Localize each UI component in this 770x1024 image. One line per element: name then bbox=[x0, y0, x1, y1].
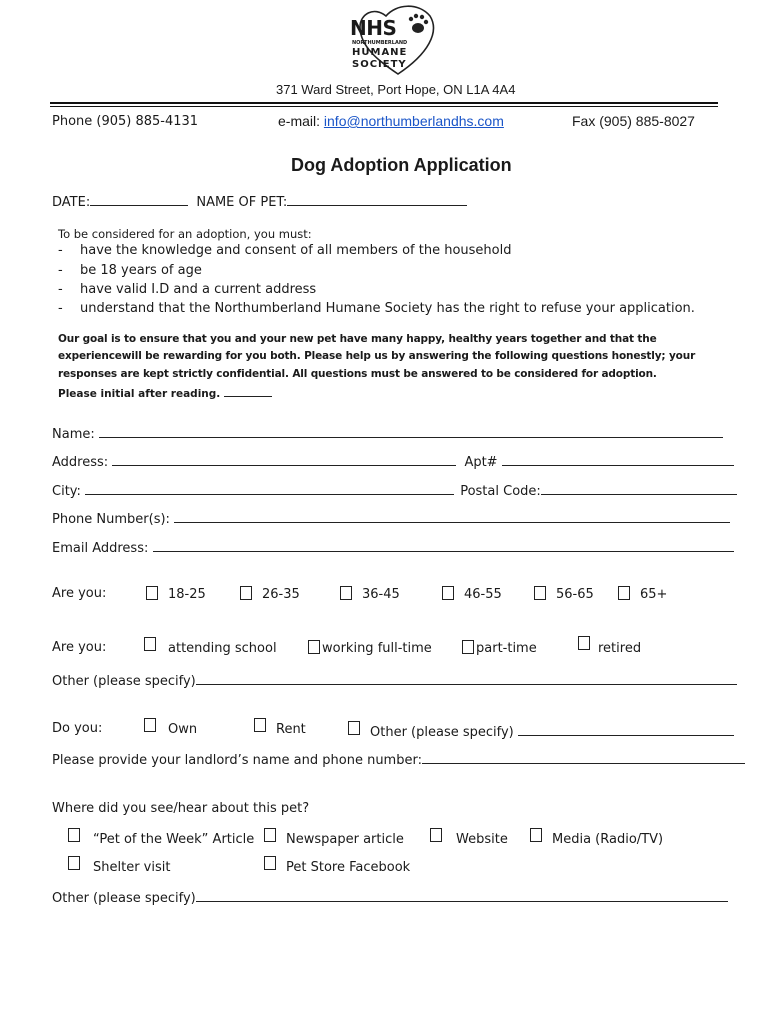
address-row bbox=[52, 451, 734, 470]
age-option-label: 26-35 bbox=[262, 587, 300, 602]
checkbox[interactable] bbox=[144, 718, 156, 732]
landlord-row bbox=[52, 749, 745, 768]
goal-line: responses are kept strictly confidential. All questions must be answered to be considered for adoption. bbox=[58, 368, 657, 380]
postal-code-label: Postal Code: bbox=[460, 484, 541, 499]
status-option-label: part-time bbox=[476, 641, 537, 656]
source-option-label: Pet Store Facebook bbox=[286, 860, 411, 875]
age-option[interactable] bbox=[618, 586, 667, 602]
name-label: Name: bbox=[52, 427, 95, 442]
checkbox[interactable] bbox=[146, 586, 158, 600]
status-other-row bbox=[52, 670, 737, 689]
status-option[interactable] bbox=[308, 640, 432, 656]
apt-field[interactable] bbox=[502, 451, 734, 466]
age-option-label: 56-65 bbox=[556, 587, 594, 602]
age-option[interactable] bbox=[534, 586, 594, 602]
source-option-label: Media (Radio/TV) bbox=[552, 832, 664, 847]
bullet: - bbox=[58, 301, 63, 316]
checkbox[interactable] bbox=[430, 828, 442, 842]
date-pet-row bbox=[52, 191, 467, 210]
status-label: Are you: bbox=[52, 640, 107, 655]
housing-other-field[interactable] bbox=[518, 721, 734, 736]
pet-name-field[interactable] bbox=[287, 191, 467, 206]
checkbox[interactable] bbox=[534, 586, 546, 600]
age-option[interactable] bbox=[340, 586, 400, 602]
checkbox[interactable] bbox=[264, 856, 276, 870]
checkbox[interactable] bbox=[308, 640, 320, 654]
source-other-label: Other (please specify) bbox=[52, 891, 196, 906]
checkbox[interactable] bbox=[340, 586, 352, 600]
source-option-label: Shelter visit bbox=[93, 860, 171, 875]
age-label: Are you: bbox=[52, 586, 107, 601]
requirement-item bbox=[58, 243, 512, 258]
checkbox[interactable] bbox=[530, 828, 542, 842]
age-option-label: 65+ bbox=[640, 587, 668, 602]
checkbox[interactable] bbox=[578, 636, 590, 650]
checkbox[interactable] bbox=[240, 586, 252, 600]
header-rule bbox=[50, 102, 718, 104]
age-option[interactable] bbox=[146, 586, 206, 602]
phone-field[interactable] bbox=[174, 508, 730, 523]
housing-option-label: Other (please specify) bbox=[370, 725, 514, 740]
age-option[interactable] bbox=[442, 586, 502, 602]
source-option-label: Website bbox=[456, 832, 508, 847]
source-option[interactable] bbox=[264, 828, 404, 847]
city-label: City: bbox=[52, 484, 81, 499]
email-link[interactable]: info@northumberlandhs.com bbox=[323, 113, 504, 129]
city-field[interactable] bbox=[85, 480, 454, 495]
status-option[interactable] bbox=[578, 636, 642, 656]
landlord-field[interactable] bbox=[422, 749, 745, 764]
requirement-text: have the knowledge and consent of all members of the household bbox=[80, 243, 512, 258]
email-label: e-mail: bbox=[278, 113, 324, 129]
checkbox[interactable] bbox=[254, 718, 266, 732]
nhs-logo bbox=[340, 2, 440, 80]
org-fax: Fax (905) 885-8027 bbox=[572, 113, 695, 129]
checkbox[interactable] bbox=[618, 586, 630, 600]
status-other-label: Other (please specify) bbox=[52, 674, 196, 689]
status-option-label: retired bbox=[598, 641, 642, 656]
org-phone: Phone (905) 885-4131 bbox=[52, 114, 199, 129]
date-field[interactable] bbox=[90, 191, 188, 206]
checkbox[interactable] bbox=[144, 637, 156, 651]
source-other-row bbox=[52, 887, 728, 906]
bullet: - bbox=[58, 282, 63, 297]
source-option-label: “Pet of the Week” Article bbox=[93, 832, 255, 847]
source-option[interactable] bbox=[68, 856, 171, 875]
housing-option[interactable] bbox=[144, 718, 198, 737]
housing-option[interactable] bbox=[348, 718, 734, 740]
age-option-label: 36-45 bbox=[362, 587, 400, 602]
email-label: Email Address: bbox=[52, 541, 149, 556]
requirements-intro: To be considered for an adoption, you must: bbox=[58, 227, 312, 241]
bullet: - bbox=[58, 243, 63, 258]
page-title: Dog Adoption Application bbox=[291, 155, 512, 175]
bullet: - bbox=[58, 263, 63, 278]
landlord-label: Please provide your landlord’s name and phone number: bbox=[52, 753, 422, 768]
status-other-field[interactable] bbox=[196, 670, 737, 685]
requirement-text: be 18 years of age bbox=[80, 263, 202, 278]
checkbox[interactable] bbox=[68, 856, 80, 870]
apt-label: Apt# bbox=[464, 455, 498, 470]
logo-line2: HUMANE bbox=[352, 47, 408, 58]
status-option-label: attending school bbox=[168, 641, 277, 656]
housing-option-label: Rent bbox=[276, 722, 306, 737]
requirement-item bbox=[58, 301, 695, 316]
phone-label: Phone Number(s): bbox=[52, 512, 170, 527]
logo-line1: NORTHUMBERLAND bbox=[352, 40, 408, 46]
logo-initials: NHS bbox=[350, 16, 397, 40]
housing-label: Do you: bbox=[52, 721, 103, 736]
goal-line: experiencewill be rewarding for you both. Please help us by answering the following questions honestly; your bbox=[58, 350, 696, 362]
source-other-field[interactable] bbox=[196, 887, 728, 902]
goal-line: Our goal is to ensure that you and your new pet have many happy, healthy years together and that the bbox=[58, 333, 657, 345]
housing-option[interactable] bbox=[254, 718, 306, 737]
email-field[interactable] bbox=[153, 537, 734, 552]
checkbox[interactable] bbox=[348, 721, 360, 735]
age-option-label: 18-25 bbox=[168, 587, 206, 602]
date-label: DATE: bbox=[52, 195, 91, 210]
initial-label: Please initial after reading. bbox=[58, 388, 221, 400]
source-option[interactable] bbox=[68, 828, 255, 847]
postal-code-field[interactable] bbox=[541, 480, 737, 495]
age-option-label: 46-55 bbox=[464, 587, 502, 602]
checkbox[interactable] bbox=[68, 828, 80, 842]
requirement-text: understand that the Northumberland Humane Society has the right to refuse your application. bbox=[80, 301, 695, 316]
age-option[interactable] bbox=[240, 586, 300, 602]
name-field[interactable] bbox=[99, 423, 723, 438]
requirement-item bbox=[58, 263, 202, 278]
initial-row bbox=[58, 385, 272, 400]
email-row bbox=[52, 537, 734, 556]
address-label: Address: bbox=[52, 455, 109, 470]
housing-option-label: Own bbox=[168, 722, 198, 737]
org-address: 371 Ward Street, Port Hope, ON L1A 4A4 bbox=[276, 82, 516, 97]
checkbox[interactable] bbox=[264, 828, 276, 842]
org-email bbox=[278, 113, 504, 129]
status-option-label: working full-time bbox=[322, 641, 432, 656]
source-option[interactable] bbox=[530, 828, 664, 847]
source-option[interactable] bbox=[430, 828, 508, 847]
logo-line3: SOCIETY bbox=[352, 59, 407, 70]
name-row bbox=[52, 423, 723, 442]
pet-name-label: NAME OF PET: bbox=[196, 195, 288, 210]
source-option-label: Newspaper article bbox=[286, 832, 404, 847]
phone-row bbox=[52, 508, 730, 527]
source-question: Where did you see/hear about this pet? bbox=[52, 801, 310, 816]
checkbox[interactable] bbox=[462, 640, 474, 654]
requirement-text: have valid I.D and a current address bbox=[80, 282, 317, 297]
source-option[interactable] bbox=[264, 856, 411, 875]
requirement-item bbox=[58, 282, 317, 297]
address-field[interactable] bbox=[112, 451, 456, 466]
header-rule-thin bbox=[50, 106, 718, 107]
initial-field[interactable] bbox=[224, 385, 272, 397]
checkbox[interactable] bbox=[442, 586, 454, 600]
status-option[interactable] bbox=[144, 637, 277, 656]
city-row bbox=[52, 480, 737, 499]
status-option[interactable] bbox=[462, 640, 537, 656]
